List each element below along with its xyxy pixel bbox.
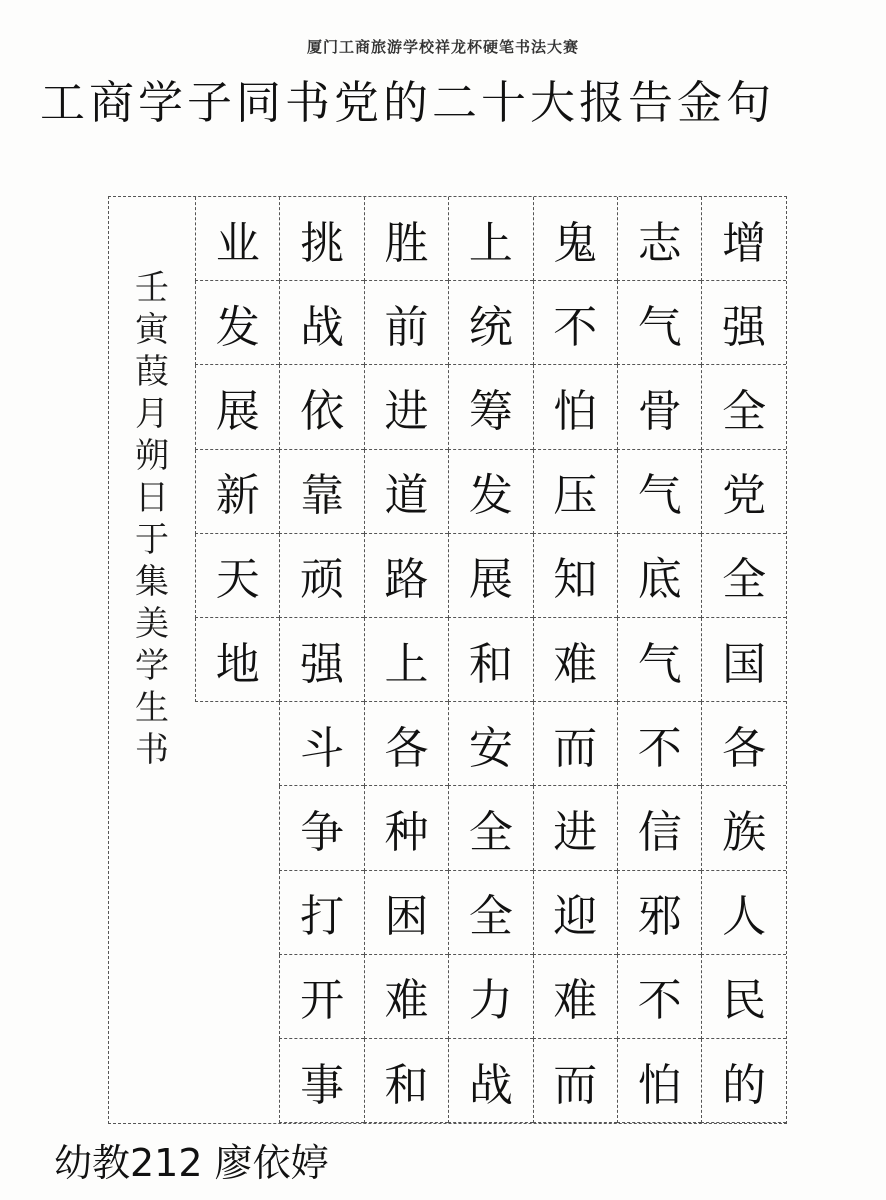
signature-char: 书	[135, 730, 169, 770]
grid-cell: 不	[617, 955, 701, 1039]
grid-cell: 业	[195, 197, 279, 281]
signature-char: 朔	[135, 436, 169, 476]
author-caption: 幼教212 廖依婷	[54, 1141, 329, 1185]
grid-cell: 和	[448, 618, 532, 702]
signature-column	[109, 267, 195, 771]
grid-cell: 困	[364, 871, 448, 955]
grid-cell: 气	[617, 618, 701, 702]
grid-cell: 依	[279, 365, 363, 449]
grid-cell: 气	[617, 450, 701, 534]
grid-cell: 增	[701, 197, 785, 281]
grid-cell: 开	[279, 955, 363, 1039]
grid-cell: 发	[448, 450, 532, 534]
grid-cell: 底	[617, 534, 701, 618]
grid-cell: 不	[617, 702, 701, 786]
grid-cell: 各	[364, 702, 448, 786]
signature-char: 日	[135, 478, 169, 518]
grid-cell: 靠	[279, 450, 363, 534]
signature-char: 寅	[135, 310, 169, 350]
grid-cell: 争	[279, 786, 363, 870]
grid-cell: 展	[448, 534, 532, 618]
grid-cell: 全	[448, 871, 532, 955]
grid-cell: 迎	[533, 871, 617, 955]
grid-cell: 强	[279, 618, 363, 702]
grid-cell: 全	[701, 365, 785, 449]
grid-cell: 战	[448, 1039, 532, 1123]
grid-cell: 各	[701, 702, 785, 786]
grid-cell: 上	[364, 618, 448, 702]
grid-cell: 前	[364, 281, 448, 365]
grid-cell: 发	[195, 281, 279, 365]
grid-cell: 战	[279, 281, 363, 365]
signature-char: 月	[135, 394, 169, 434]
grid-cell: 而	[533, 702, 617, 786]
grid-cell: 强	[701, 281, 785, 365]
grid-cell: 统	[448, 281, 532, 365]
grid-cell: 挑	[279, 197, 363, 281]
grid-cell: 鬼	[533, 197, 617, 281]
grid-cell: 怕	[533, 365, 617, 449]
signature-char: 葭	[135, 352, 169, 392]
grid-cell: 天	[195, 534, 279, 618]
grid-cell: 不	[533, 281, 617, 365]
grid-cell: 新	[195, 450, 279, 534]
grid-cell: 路	[364, 534, 448, 618]
grid-cell: 气	[617, 281, 701, 365]
grid-cell: 筹	[448, 365, 532, 449]
grid-cell: 道	[364, 450, 448, 534]
grid-cell: 斗	[279, 702, 363, 786]
grid-cell: 难	[364, 955, 448, 1039]
signature-char: 美	[135, 604, 169, 644]
grid-cell: 顽	[279, 534, 363, 618]
calligraphy-sheet	[108, 196, 787, 1124]
grid-cell: 民	[701, 955, 785, 1039]
grid-cell: 国	[701, 618, 785, 702]
grid-cell: 全	[701, 534, 785, 618]
signature-char: 于	[135, 520, 169, 560]
grid-cell: 怕	[617, 1039, 701, 1123]
grid-cell: 进	[364, 365, 448, 449]
grid-cell: 进	[533, 786, 617, 870]
grid-cell: 地	[195, 618, 279, 702]
grid-cell: 安	[448, 702, 532, 786]
grid-cell: 的	[701, 1039, 785, 1123]
grid-cell: 全	[448, 786, 532, 870]
page-title: 工商学子同书党的二十大报告金句	[40, 76, 776, 129]
grid-cell: 力	[448, 955, 532, 1039]
signature-char: 壬	[135, 268, 169, 308]
signature-char: 生	[135, 688, 169, 728]
grid-cell: 骨	[617, 365, 701, 449]
competition-header: 厦门工商旅游学校祥龙杯硬笔书法大赛	[306, 38, 579, 56]
grid-cell: 人	[701, 871, 785, 955]
signature-char: 集	[135, 562, 169, 602]
grid-cell: 难	[533, 618, 617, 702]
grid-cell: 和	[364, 1039, 448, 1123]
grid-cell: 志	[617, 197, 701, 281]
grid-cell: 展	[195, 365, 279, 449]
grid-cell: 压	[533, 450, 617, 534]
grid-cell: 党	[701, 450, 785, 534]
signature-char: 学	[135, 646, 169, 686]
grid-cell: 胜	[364, 197, 448, 281]
grid-cell: 邪	[617, 871, 701, 955]
grid-cell: 知	[533, 534, 617, 618]
grid-cell: 族	[701, 786, 785, 870]
grid-cell: 事	[279, 1039, 363, 1123]
grid-cell: 难	[533, 955, 617, 1039]
grid-cell: 上	[448, 197, 532, 281]
grid-cell: 而	[533, 1039, 617, 1123]
character-grid	[195, 197, 786, 1123]
grid-cell: 打	[279, 871, 363, 955]
grid-cell: 种	[364, 786, 448, 870]
grid-cell: 信	[617, 786, 701, 870]
